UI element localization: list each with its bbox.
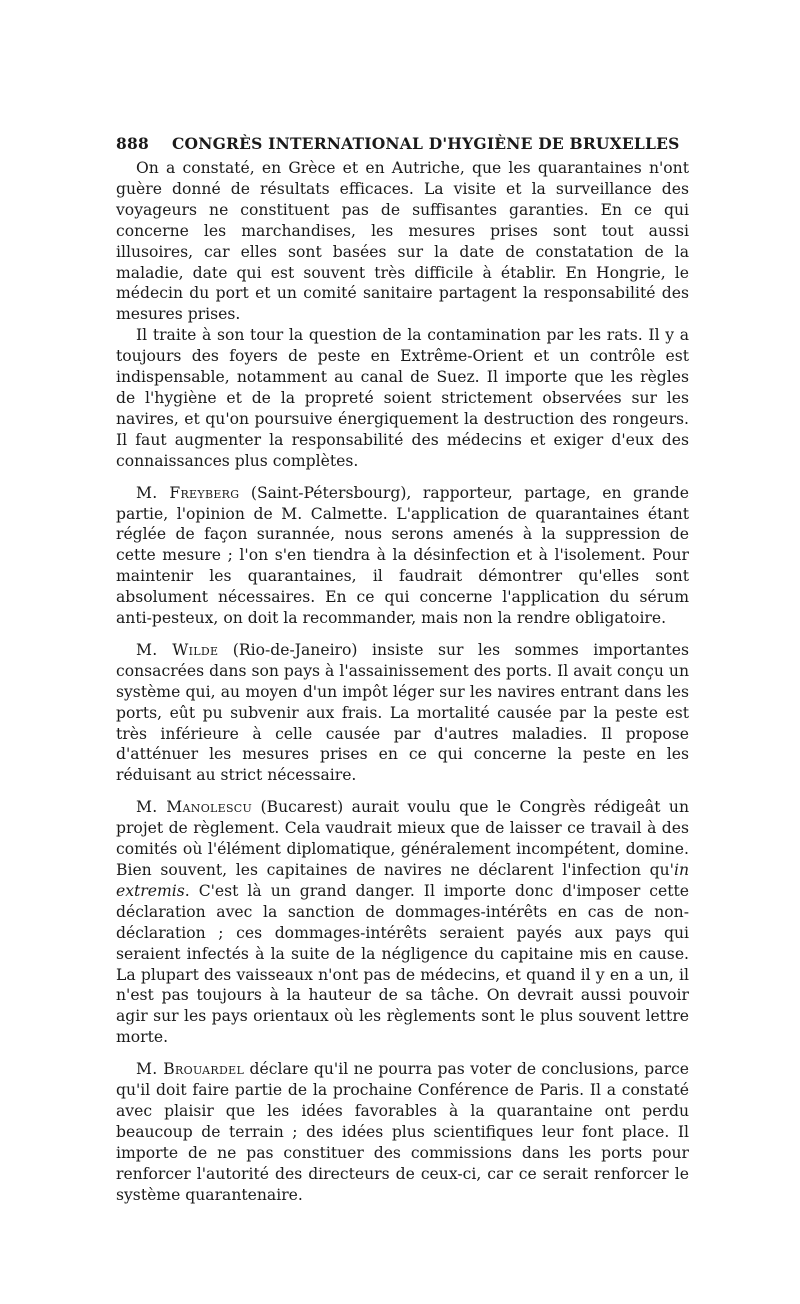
paragraph-brouardel xyxy=(116,1059,689,1205)
paragraph-greece-austria xyxy=(116,158,689,325)
running-title: CONGRÈS INTERNATIONAL D'HYGIÈNE DE BRUXELLES xyxy=(172,134,680,153)
speaker-name: M. Brouardel xyxy=(136,1060,245,1079)
paragraph-text: déclare qu'il ne pourra pas voter de conclusions, parce qu'il doit faire partie de la prochaine Conférence de Paris. Il a constaté avec plaisir que les idées favorables à la quarantaine ont perdu beaucoup de terrain ; des idées plus scientifiques leur font place. Il importe de ne pas constituer des commissions dans les ports pour renforcer l'autorité des directeurs de ceux-ci, car ce serait renforcer le système quarantenaire. xyxy=(116,1060,689,1204)
paragraph-wilde xyxy=(116,640,689,786)
speaker-name: M. Manolescu xyxy=(136,798,253,817)
paragraph-freyberg xyxy=(116,483,689,629)
paragraph-text: . C'est là un grand danger. Il importe donc d'imposer cette déclaration avec la sanction de dommages-intérêts en cas de non-déclaration ; ces dommages-intérêts seraient payés aux pays qui seraient infectés à la suite de la négligence du capitaine mis en cause. La plupart des vaisseaux n'ont pas de médecins, et quand il y en a un, il n'est pas toujours à la hauteur de sa tâche. On devrait aussi pouvoir agir sur les pays orientaux où les règlements sont le plus souvent lettre morte. xyxy=(116,881,689,1047)
italic-phrase: in extremis xyxy=(116,861,689,900)
paragraph-text: (Rio-de-Janeiro) insiste sur les sommes importantes consacrées dans son pays à l'assainissement des ports. Il avait conçu un système qui, au moyen d'un impôt léger sur les navires entrant dans les ports, eût pu subvenir aux frais. La mortalité causée par la peste est très inférieure à celle causée par d'autres maladies. Il propose d'atténuer les mesures prises en ce qui concerne la peste en les réduisant au strict nécessaire. xyxy=(116,640,689,785)
paragraph-text: On a constaté, en Grèce et en Autriche, que les quarantaines n'ont guère donné de résultats efficaces. La visite et la surveillance des voyageurs ne constituent pas de suffisantes garanties. En ce qui concerne les marchandises, les mesures prises sont tout aussi illusoires, car elles sont basées sur la date de constatation de la maladie, date qui est souvent très difficile à établir. En Hongrie, le médecin du port et un comité sanitaire partagent la responsabilité des mesures prises. xyxy=(116,159,689,324)
speaker-name: M. Wilde xyxy=(136,640,219,659)
paragraph-text: (Bucarest) aurait voulu que le Congrès rédigeât un projet de règlement. Cela vaudrait mieux que de laisser ce travail à des comités où l'élément diplomatique, généralement incompétent, domine. Bien souvent, les capitaines de navires ne déclarent l'infection qu' xyxy=(116,798,689,879)
page-number: 888 xyxy=(116,134,149,153)
paragraph-rats xyxy=(116,325,689,471)
speaker-name: M. Freyberg xyxy=(136,483,240,502)
document-page xyxy=(116,134,689,1206)
page-header xyxy=(116,134,689,156)
paragraph-text: (Saint-Pétersbourg), rapporteur, partage, en grande partie, l'opinion de M. Calmette. L'application de quarantaines étant réglée de façon surannée, nous serons amenés à la suppression de cette mesure ; l'on s'en tiendra à la désinfection et à l'isolement. Pour maintenir les quarantaines, il faudrait démontrer qu'elles sont absolument nécessaires. En ce qui concerne l'application du sérum anti-pesteux, on doit la recommander, mais non la rendre obligatoire. xyxy=(116,483,689,628)
paragraph-manolescu xyxy=(116,797,689,1048)
paragraph-text: Il traite à son tour la question de la contamination par les rats. Il y a toujours des foyers de peste en Extrême-Orient et un contrôle est indispensable, notamment au canal de Suez. Il importe que les règles de l'hygiène et de la propreté soient strictement observées sur les navires, et qu'on poursuive énergiquement la destruction des rongeurs. Il faut augmenter la responsabilité des médecins et exiger d'eux des connaissances plus complètes. xyxy=(116,326,689,470)
